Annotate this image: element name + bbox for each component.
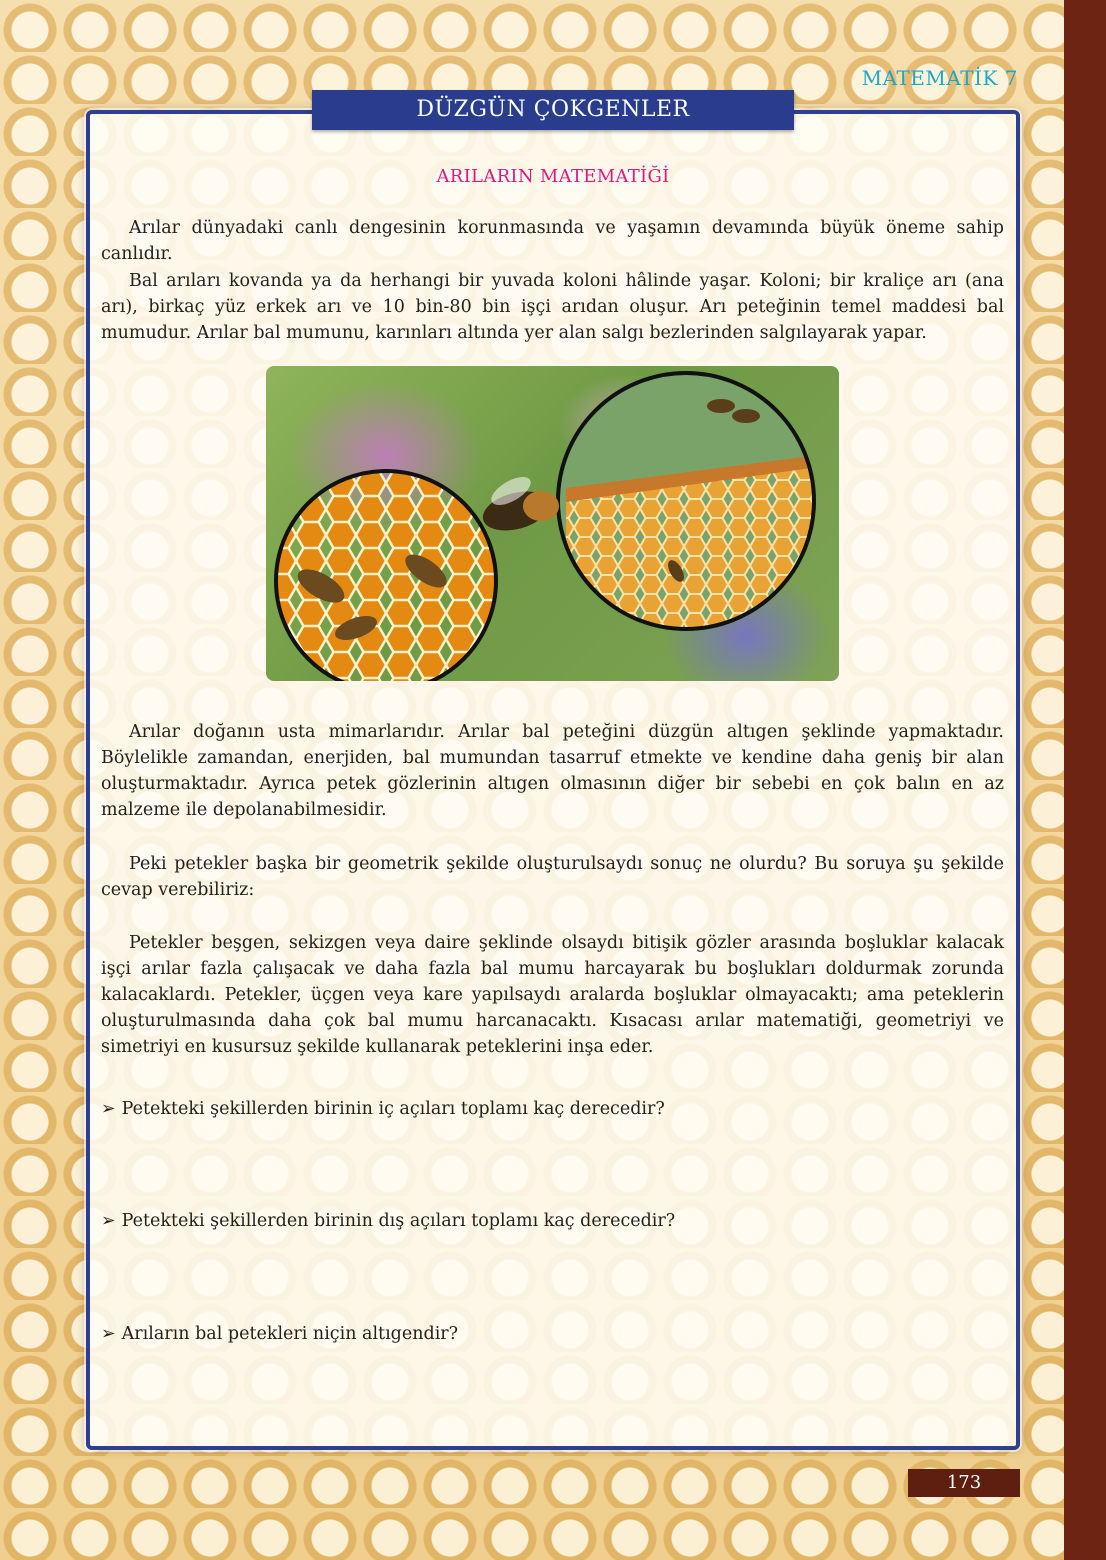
section-heading: ARILARIN MATEMATİĞİ [436,166,670,187]
paragraph-colony: Bal arıları kovanda ya da herhangi bir yuvada koloni hâlinde yaşar. Koloni; bir kraliçe arı (ana arı), birkaç yüz erkek arı ve 10 bin-80 bin işçi arıdan oluşur. Arı peteğinin temel maddesi bal mumudur. Arılar bal mumunu, karınları altında yer alan salgı bezlerinden salgılayarak yapar. [101,271,1004,343]
question-interior-angles [101,1096,1004,1122]
paragraph-other-shapes: Petekler beşgen, sekizgen veya daire şeklinde olsaydı bitişik gözler arasında boşluklar kalacak işçi arılar fazla çalışacak ve daha fazla bal mumu harcayarak bu boşlukları doldurmak zorunda kalacaklardı. Petekler, üçgen veya kare yapılsaydı aralarda boşluklar olmayacaktı; ama peteklerin oluşturulmasında daha çok bal mumu harcanacaktı. Kısacası arılar matematiği, geometriyi ve simetriyi en kusursuz şekilde kullanarak peteklerini inşa eder. [101,933,1004,1057]
question-why-hexagon [101,1321,1004,1347]
unit-title-banner: DÜZGÜN ÇOKGENLER [312,90,794,130]
page-number: 173 [908,1469,1020,1497]
photo-illustration [266,366,839,681]
question-text: Arıların bal petekleri niçin altıgendir? [121,1324,459,1344]
subject-header: MATEMATİK 7 [861,66,1018,90]
question-text: Petekteki şekillerden birinin iç açıları toplamı kaç derecedir? [121,1099,665,1119]
paragraph-intro: Arılar dünyadaki canlı dengesinin korunmasında ve yaşamın devamında büyük öneme sahip canlıdır. [101,218,1004,264]
question-arrow-icon: ➢ [101,1211,116,1231]
question-exterior-angles [101,1208,1004,1234]
question-text: Petekteki şekillerden birinin dış açıları toplamı kaç derecedir? [121,1211,676,1231]
honeycomb-bee-photo [266,366,839,681]
right-edge-strip [1064,0,1106,1560]
question-arrow-icon: ➢ [101,1099,116,1119]
question-arrow-icon: ➢ [101,1324,116,1344]
paragraph-question-intro: Peki petekler başka bir geometrik şekilde oluşturulsaydı sonuç ne olurdu? Bu soruya şu şekilde cevap verebiliriz: [101,854,1004,900]
paragraph-architects: Arılar doğanın usta mimarlarıdır. Arılar bal peteğini düzgün altıgen şeklinde yapmaktadır. Böylelikle zamandan, enerjiden, bal mumundan tasarruf etmekte ve kendine daha geniş bir alan oluşturmaktadır. Ayrıca petek gözlerinin altıgen olmasının diğer bir sebebi en çok balın en az malzeme ile depolanabilmesidir. [101,722,1004,820]
